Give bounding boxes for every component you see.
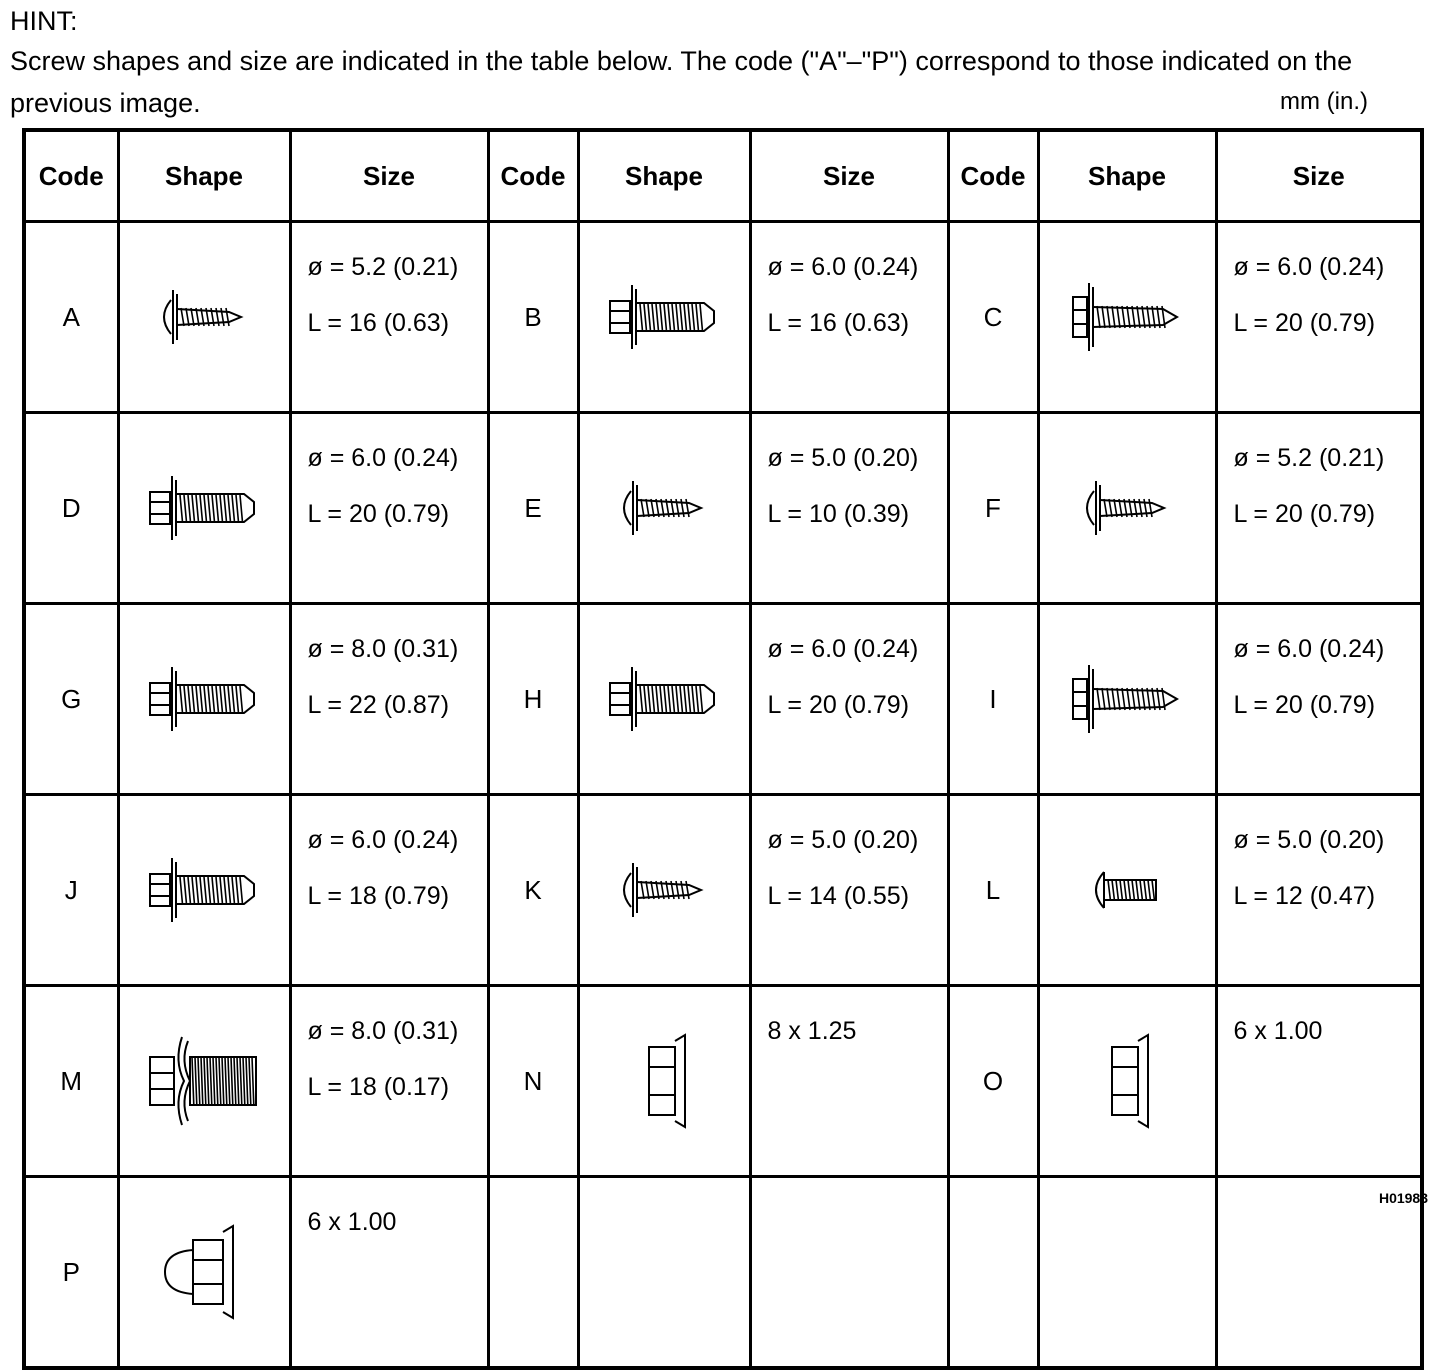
size-length: L = 14 (0.55) <box>767 882 910 910</box>
screw-shape-cell <box>1038 413 1216 604</box>
hex-flange-bolt-icon <box>580 277 749 357</box>
size-length: L = 20 (0.79) <box>767 691 910 719</box>
screw-shape-cell <box>118 1177 290 1369</box>
size-diameter: 8 x 1.25 <box>767 1017 857 1045</box>
cap-nut-icon <box>120 1222 289 1322</box>
size-length: L = 16 (0.63) <box>307 309 450 337</box>
screw-code: O <box>948 986 1038 1177</box>
screw-code <box>948 1177 1038 1369</box>
screw-shape-cell <box>118 413 290 604</box>
screw-code: L <box>948 795 1038 986</box>
screw-size-cell <box>1216 604 1422 795</box>
size-length: L = 20 (0.79) <box>1233 500 1376 528</box>
header-size: Size <box>1216 130 1422 222</box>
hex-flange-bolt-icon <box>120 850 289 930</box>
size-diameter: ø = 5.0 (0.20) <box>1233 826 1385 854</box>
screw-code: A <box>24 222 118 413</box>
screw-shape-cell <box>578 986 750 1177</box>
header-shape: Shape <box>118 130 290 222</box>
screw-shape-cell <box>1038 986 1216 1177</box>
screw-size-cell <box>290 604 488 795</box>
table-row <box>24 795 1422 986</box>
tapping-screw-washer-icon <box>580 473 749 543</box>
size-diameter: ø = 8.0 (0.31) <box>307 1017 459 1045</box>
screw-shape-cell <box>118 222 290 413</box>
screw-shape-cell <box>578 413 750 604</box>
screw-code <box>488 1177 578 1369</box>
hex-washer-tapping-screw-icon <box>1040 277 1215 357</box>
header-size: Size <box>750 130 948 222</box>
screw-shape-cell <box>118 795 290 986</box>
table-body <box>24 222 1422 1369</box>
screw-code: G <box>24 604 118 795</box>
screw-size-cell <box>750 222 948 413</box>
size-diameter: ø = 6.0 (0.24) <box>767 635 919 663</box>
size-length: L = 18 (0.79) <box>307 882 450 910</box>
screw-size-cell <box>290 795 488 986</box>
size-length: L = 20 (0.79) <box>1233 691 1376 719</box>
size-length: L = 22 (0.87) <box>307 691 450 719</box>
size-length: L = 20 (0.79) <box>1233 309 1376 337</box>
screw-code: B <box>488 222 578 413</box>
size-diameter: ø = 6.0 (0.24) <box>767 253 919 281</box>
size-length <box>768 1073 947 1129</box>
size-length <box>308 1264 487 1320</box>
table-row <box>24 413 1422 604</box>
screw-code: F <box>948 413 1038 604</box>
flange-nut-icon <box>1040 1031 1215 1131</box>
screw-shape-cell <box>578 222 750 413</box>
screw-code: M <box>24 986 118 1177</box>
hint-text: Screw shapes and size are indicated in the table below. The code ("A"–"P") correspond to those indicated on the previous image. <box>10 46 1353 118</box>
size-diameter: ø = 6.0 (0.24) <box>307 826 459 854</box>
header-shape: Shape <box>578 130 750 222</box>
table-row <box>24 222 1422 413</box>
tapping-screw-washer-icon <box>1040 473 1215 543</box>
size-diameter: ø = 5.0 (0.20) <box>767 444 919 472</box>
screw-size-cell <box>290 413 488 604</box>
size-diameter: ø = 8.0 (0.31) <box>307 635 459 663</box>
size-length: L = 12 (0.47) <box>1233 882 1376 910</box>
hint-title: HINT: <box>10 6 78 36</box>
hex-bolt-wave-washer-icon <box>120 1031 289 1131</box>
round-head-bolt-icon <box>1040 860 1215 920</box>
screw-size-cell <box>290 222 488 413</box>
screw-size-cell <box>290 1177 488 1369</box>
size-diameter: ø = 5.2 (0.21) <box>307 253 459 281</box>
size-length: L = 18 (0.17) <box>307 1073 450 1101</box>
screw-code: I <box>948 604 1038 795</box>
screw-shape-cell <box>118 604 290 795</box>
screw-size-cell <box>1216 795 1422 986</box>
screw-size-cell <box>750 795 948 986</box>
hex-flange-bolt-icon <box>120 468 289 548</box>
size-length <box>1234 1264 1421 1320</box>
screw-size-cell <box>1216 222 1422 413</box>
hex-flange-bolt-icon <box>580 659 749 739</box>
size-length: L = 16 (0.63) <box>767 309 910 337</box>
screw-shape-cell <box>578 604 750 795</box>
size-diameter: ø = 6.0 (0.24) <box>1233 253 1385 281</box>
screw-size-cell <box>750 1177 948 1369</box>
tapping-screw-washer-icon <box>580 855 749 925</box>
screw-code: D <box>24 413 118 604</box>
header-code: Code <box>948 130 1038 222</box>
size-diameter: ø = 6.0 (0.24) <box>1233 635 1385 663</box>
size-diameter: ø = 5.0 (0.20) <box>767 826 919 854</box>
screw-shape-cell <box>578 795 750 986</box>
size-length <box>768 1264 947 1320</box>
screw-code: K <box>488 795 578 986</box>
screw-shape-cell <box>1038 795 1216 986</box>
header-shape: Shape <box>1038 130 1216 222</box>
screw-code: H <box>488 604 578 795</box>
size-length: L = 20 (0.79) <box>307 500 450 528</box>
hex-washer-tapping-screw-icon <box>1040 659 1215 739</box>
size-diameter <box>1234 1208 1421 1264</box>
figure-id: H01983 <box>1378 1190 1428 1206</box>
screw-size-cell <box>1216 413 1422 604</box>
screw-size-cell <box>750 986 948 1177</box>
screw-size-cell <box>750 413 948 604</box>
screw-shape-cell <box>1038 222 1216 413</box>
size-diameter: 6 x 1.00 <box>307 1208 397 1236</box>
header-code: Code <box>488 130 578 222</box>
header-size: Size <box>290 130 488 222</box>
size-diameter: ø = 6.0 (0.24) <box>307 444 459 472</box>
screw-code: N <box>488 986 578 1177</box>
screw-size-cell <box>290 986 488 1177</box>
screw-code: J <box>24 795 118 986</box>
header-row <box>24 130 1422 222</box>
flange-nut-icon <box>580 1031 749 1131</box>
size-diameter: 6 x 1.00 <box>1233 1017 1323 1045</box>
screw-table <box>22 128 1424 1370</box>
table-row <box>24 986 1422 1177</box>
screw-code: C <box>948 222 1038 413</box>
screw-size-cell <box>750 604 948 795</box>
size-length: L = 10 (0.39) <box>767 500 910 528</box>
table-row <box>24 604 1422 795</box>
screw-code: P <box>24 1177 118 1369</box>
screw-shape-cell <box>118 986 290 1177</box>
size-length <box>1234 1073 1421 1129</box>
screw-shape-cell <box>1038 604 1216 795</box>
screw-shape-cell <box>1038 1177 1216 1369</box>
size-diameter: ø = 5.2 (0.21) <box>1233 444 1385 472</box>
tapping-screw-washer-icon <box>120 282 289 352</box>
unit-label: mm (in.) <box>1280 88 1368 115</box>
header-code: Code <box>24 130 118 222</box>
screw-code: E <box>488 413 578 604</box>
screw-shape-cell <box>578 1177 750 1369</box>
screw-size-cell <box>1216 986 1422 1177</box>
hex-flange-bolt-icon <box>120 659 289 739</box>
table-row <box>24 1177 1422 1369</box>
size-diameter <box>768 1208 947 1264</box>
